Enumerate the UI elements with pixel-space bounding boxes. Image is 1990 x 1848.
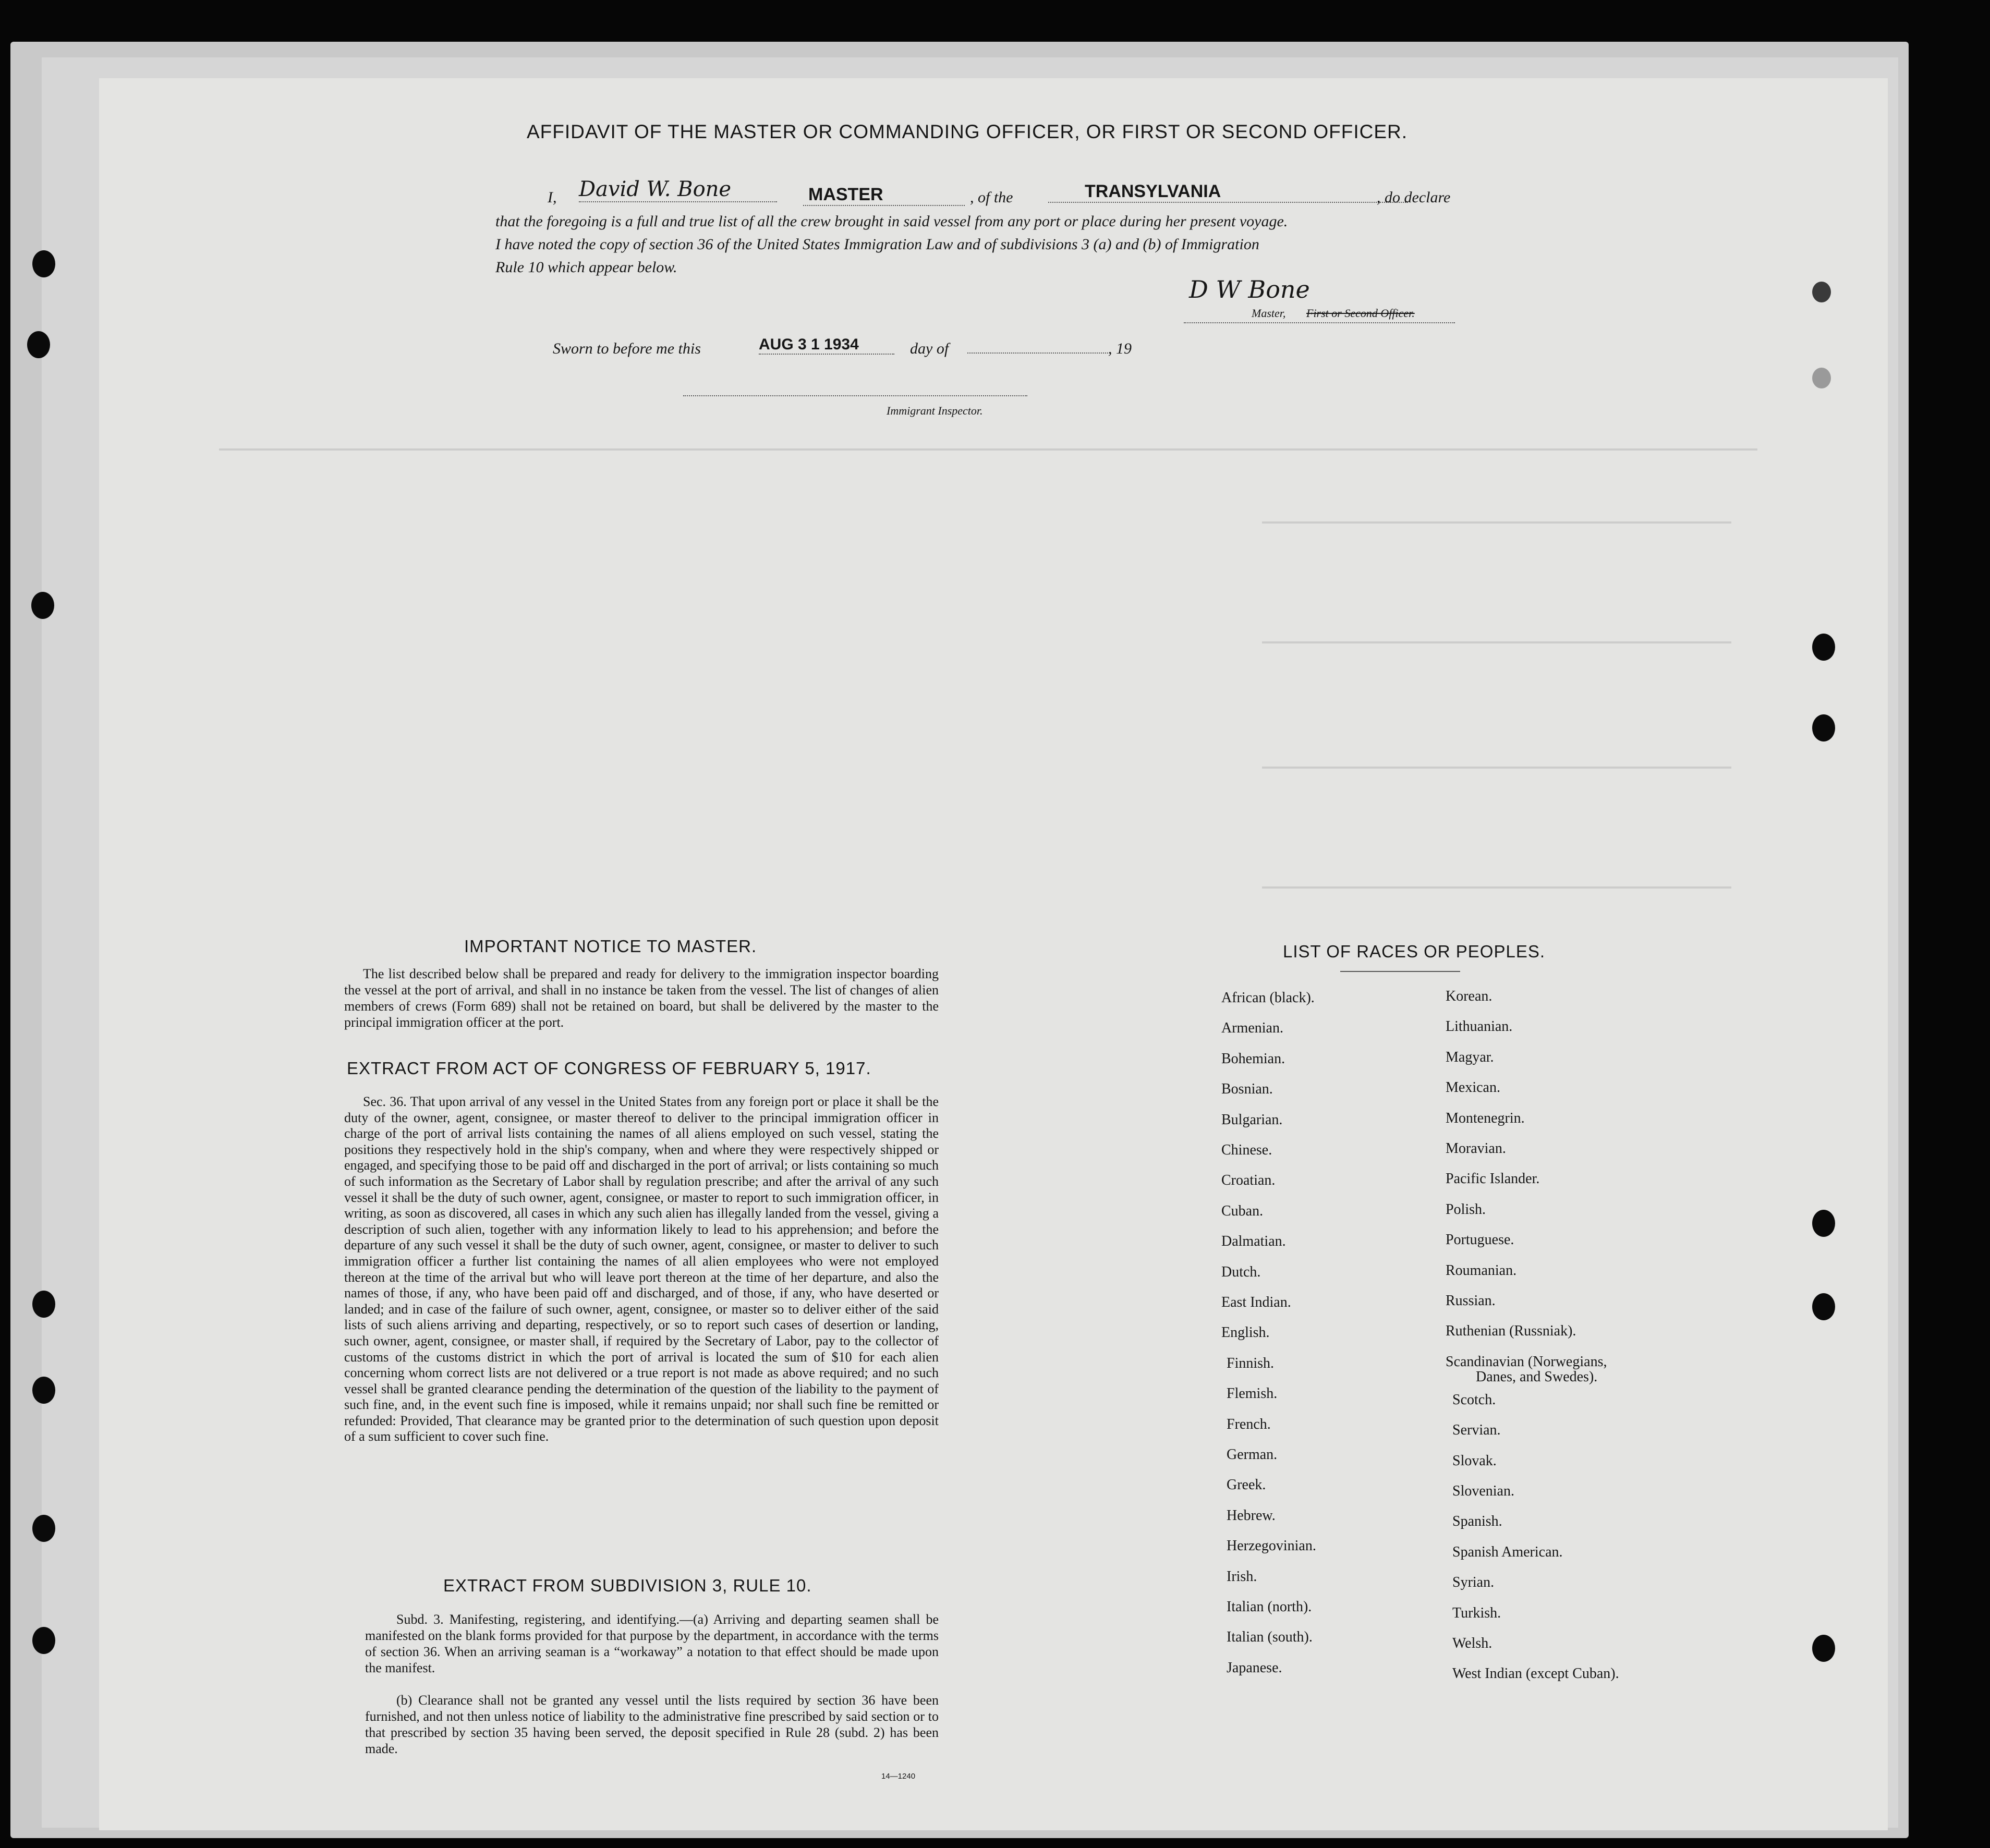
race-item: Bulgarian. — [1221, 1111, 1283, 1128]
race-item: Japanese. — [1227, 1659, 1282, 1676]
sworn-date-stamp: AUG 3 1 1934 — [759, 336, 894, 355]
race-item: Slovenian. — [1452, 1483, 1514, 1499]
master-name-signature: David W. Bone — [579, 177, 777, 202]
race-item: Syrian. — [1452, 1574, 1495, 1591]
notice-text: The list described below shall be prepared and ready for delivery to the immigration inspector boarding the vessel at the port of arrival, and shall in no instance be taken from the vessel. The list of changes of alien members of crews (Form 689) shall not be retained on board, but shall be delivered by the master to the principal immigration officer at the port. — [344, 966, 939, 1030]
race-item: Scandinavian (Norwegians, — [1446, 1353, 1607, 1370]
day-of-field — [967, 352, 1108, 354]
races-title: LIST OF RACES OR PEOPLES. — [1283, 942, 1546, 961]
punch-hole — [32, 1291, 55, 1318]
notice-title: IMPORTANT NOTICE TO MASTER. — [464, 937, 757, 956]
race-item: Dutch. — [1221, 1263, 1261, 1280]
sworn-label: Sworn to before me this — [553, 340, 701, 357]
races-title-rule — [1340, 971, 1460, 972]
race-item: Scotch. — [1452, 1391, 1496, 1408]
race-item: Italian (south). — [1227, 1629, 1313, 1646]
race-item: Hebrew. — [1227, 1507, 1276, 1524]
race-item: Chinese. — [1221, 1142, 1272, 1158]
race-item: Servian. — [1452, 1422, 1501, 1439]
punch-hole — [32, 1515, 55, 1542]
position-field: MASTER — [803, 185, 965, 206]
race-item: Flemish. — [1227, 1385, 1278, 1402]
form-number: 14—1240 — [881, 1772, 916, 1781]
day-of-label: day of — [910, 340, 949, 357]
punch-hole — [32, 1627, 55, 1654]
race-item: Croatian. — [1221, 1172, 1276, 1189]
race-item: Magyar. — [1446, 1049, 1494, 1065]
punch-hole — [32, 250, 55, 277]
race-item: Russian. — [1446, 1293, 1496, 1309]
race-item: Mexican. — [1446, 1079, 1500, 1096]
punch-hole — [1812, 1293, 1835, 1320]
bleed-through — [219, 448, 1757, 451]
race-item: Bohemian. — [1221, 1050, 1285, 1067]
race-item: Bosnian. — [1221, 1081, 1273, 1098]
punch-hole-partial — [1812, 282, 1831, 302]
race-item: Dalmatian. — [1221, 1233, 1286, 1250]
inspector-signature-line — [683, 395, 1027, 396]
race-item: Montenegrin. — [1446, 1110, 1525, 1126]
race-item: West Indian (except Cuban). — [1452, 1665, 1619, 1682]
signature-line — [1184, 322, 1455, 323]
race-item: Pacific Islander. — [1446, 1171, 1540, 1187]
bleed-through — [1262, 886, 1731, 889]
do-declare-label: , do declare — [1377, 189, 1451, 206]
race-item: Danes, and Swedes). — [1476, 1368, 1598, 1385]
of-the-label: , of the — [970, 189, 1013, 206]
race-item: Turkish. — [1452, 1604, 1501, 1621]
race-item: Herzegovinian. — [1227, 1538, 1316, 1554]
race-item: English. — [1221, 1324, 1270, 1341]
race-item: African (black). — [1221, 990, 1315, 1006]
punch-hole — [32, 1377, 55, 1404]
inspector-caption: Immigrant Inspector. — [887, 404, 983, 417]
race-item: Korean. — [1446, 988, 1492, 1004]
race-item: Ruthenian (Russniak). — [1446, 1323, 1576, 1340]
punch-hole — [1812, 714, 1835, 741]
punch-hole — [31, 592, 54, 619]
rule-extract-title: EXTRACT FROM SUBDIVISION 3, RULE 10. — [443, 1576, 812, 1595]
bleed-through — [1262, 641, 1731, 643]
race-item: Moravian. — [1446, 1140, 1506, 1157]
race-item: Welsh. — [1452, 1635, 1492, 1651]
race-item: Irish. — [1227, 1568, 1257, 1585]
race-item: Armenian. — [1221, 1020, 1283, 1037]
bleed-through — [1262, 767, 1731, 769]
signature-caption-master: Master, — [1252, 307, 1286, 320]
rule-subd-a: Subd. 3. Manifesting, registering, and identifying.—(a) Arriving and departing seamen shall be manifested on the blank forms provided for that purpose by the department, in accordance with the terms of section 36. When an arriving seaman is a “workaway” a notation to that effect should be made upon the manifest. — [365, 1612, 939, 1675]
punch-hole — [27, 331, 50, 358]
race-item: Lithuanian. — [1446, 1018, 1513, 1035]
race-item: Roumanian. — [1446, 1262, 1517, 1279]
race-item: Spanish American. — [1452, 1543, 1563, 1560]
race-item: Greek. — [1227, 1477, 1266, 1493]
rule-subd-b: (b) Clearance shall not be granted any vessel until the lists required by section 36 have been furnished, and not then unless notice of liability to the administrative fine prescribed by said section or to that prescribed by section 35 having been served, the deposit specified in Rule 28 (subd. 2) has been made. — [365, 1693, 939, 1756]
act-extract-title: EXTRACT FROM ACT OF CONGRESS OF FEBRUARY 5, 1917. — [347, 1059, 871, 1078]
affidavit-line-3: I have noted the copy of section 36 of the United States Immigration Law and of subdivisions 3 (a) and (b) of Immigration — [495, 236, 1259, 253]
race-item: Slovak. — [1452, 1452, 1497, 1469]
affidavit-page — [99, 78, 1888, 1830]
race-item: German. — [1227, 1446, 1278, 1463]
race-item: Portuguese. — [1446, 1232, 1514, 1248]
race-item: Polish. — [1446, 1201, 1486, 1218]
pronoun-label: I, — [548, 189, 557, 206]
affidavit-line-2: that the foregoing is a full and true list of all the crew brought in said vessel from any port or place during her present voyage. — [495, 213, 1288, 230]
punch-hole-partial — [1812, 368, 1831, 388]
punch-hole — [1812, 1210, 1835, 1237]
year-label: , 19 — [1108, 340, 1132, 357]
signature-caption-struck: First or Second Officer. — [1306, 307, 1415, 320]
master-signature: D W Bone — [1189, 275, 1310, 303]
punch-hole — [1812, 634, 1835, 661]
race-item: East Indian. — [1221, 1294, 1291, 1310]
race-item: Spanish. — [1452, 1513, 1502, 1530]
race-item: French. — [1227, 1416, 1271, 1432]
race-item: Cuban. — [1221, 1202, 1264, 1219]
affidavit-line-4: Rule 10 which appear below. — [495, 259, 677, 276]
act-extract-text: Sec. 36. That upon arrival of any vessel in the United States from any foreign port or place it shall be the duty of the owner, agent, consignee, or master thereof to deliver to the principal immigration officer in charge of the port of arrival lists containing the names of all aliens employed on such vessel, stating the positions they respectively hold in the ship's company, when and where they were respectively shipped or engaged, and specifying those to be paid off and discharged in the port of arrival; or lists containing so much of such information as the Secretary of Labor shall by regulation prescribe; and after the arrival of any such vessel it shall be the duty of such owner, agent, consignee, or master to report to such immigration officer, in writing, as soon as discovered, all cases in which any such alien has illegally landed from the vessel, giving a description of such alien, together with any information likely to lead to his apprehension; and before the departure of any such vessel it shall be the duty of such owner, agent, consignee, or master to deliver to such immigration officer a further list containing the names of all alien employees who were not employed thereon at the time of the arrival but who will leave port thereon at the time of her departure, and also the names of those, if any, who have been paid off and discharged, and of those, if any, who have deserted or landed; and in case of the failure of such owner, agent, consignee, or master so to deliver either of the said lists of such aliens arriving and departing, respectively, or so to report such cases of desertion or landing, such owner, agent, consignee, or master shall, if required by the Secretary of Labor, pay to the collector of customs of the customs district in which the port of arrival is located the sum of $10 for each alien concerning whom correct lists are not delivered or a true report is not made as above required; and no such vessel shall be granted clearance pending the determination of the question of the liability to the payment of such fine, and, in the event such fine is imposed, while it remains unpaid; nor shall such fine be remitted or refunded: Provided, That clearance may be granted prior to the determination of such question upon deposit of a sum sufficient to cover such fine. — [344, 1094, 939, 1444]
vessel-name-field: TRANSYLVANIA — [1048, 181, 1408, 203]
bleed-through — [1262, 521, 1731, 524]
race-item: Italian (north). — [1227, 1599, 1312, 1615]
affidavit-title: AFFIDAVIT OF THE MASTER OR COMMANDING OFFICER, OR FIRST OR SECOND OFFICER. — [527, 121, 1408, 142]
punch-hole — [1812, 1635, 1835, 1662]
race-item: Finnish. — [1227, 1355, 1275, 1371]
